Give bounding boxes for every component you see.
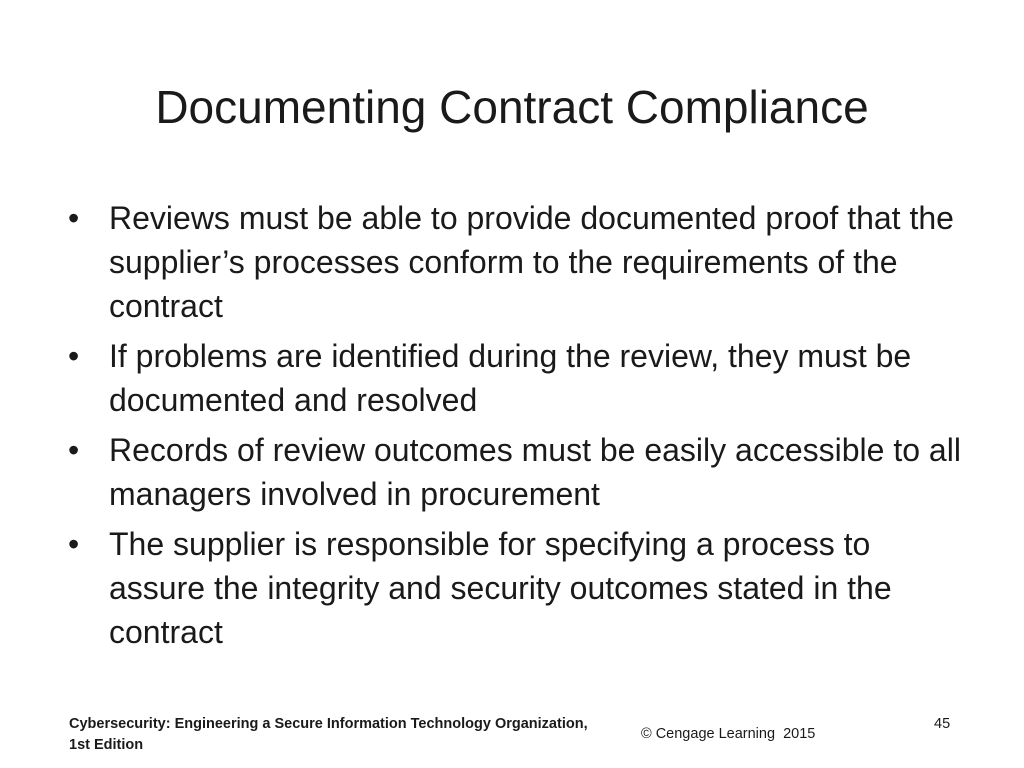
bullet-text: If problems are identified during the review, they must be documented and resolved bbox=[109, 338, 912, 418]
bullet-item bbox=[68, 522, 968, 654]
bullet-list bbox=[68, 196, 968, 660]
bullet-item bbox=[68, 196, 968, 328]
page-number: 45 bbox=[934, 716, 951, 732]
bullet-item bbox=[68, 428, 968, 516]
footer-copyright: © Cengage Learning 2015 bbox=[641, 726, 816, 742]
bullet-text: The supplier is responsible for specifying a process to assure the integrity and security outcomes stated in the contract bbox=[109, 526, 892, 650]
bullet-icon: • bbox=[68, 200, 80, 236]
bullet-text: Reviews must be able to provide documented proof that the supplier’s processes conform to the requirements of the contract bbox=[109, 200, 954, 324]
footer-book-title: Cybersecurity: Engineering a Secure Information Technology Organization, 1st Edition bbox=[69, 716, 588, 753]
bullet-icon: • bbox=[68, 432, 80, 468]
slide-title: Documenting Contract Compliance bbox=[155, 81, 869, 133]
bullet-icon: • bbox=[68, 526, 80, 562]
bullet-icon: • bbox=[68, 338, 80, 374]
bullet-item bbox=[68, 334, 968, 422]
bullet-text: Records of review outcomes must be easily accessible to all managers involved in procurement bbox=[109, 432, 961, 512]
